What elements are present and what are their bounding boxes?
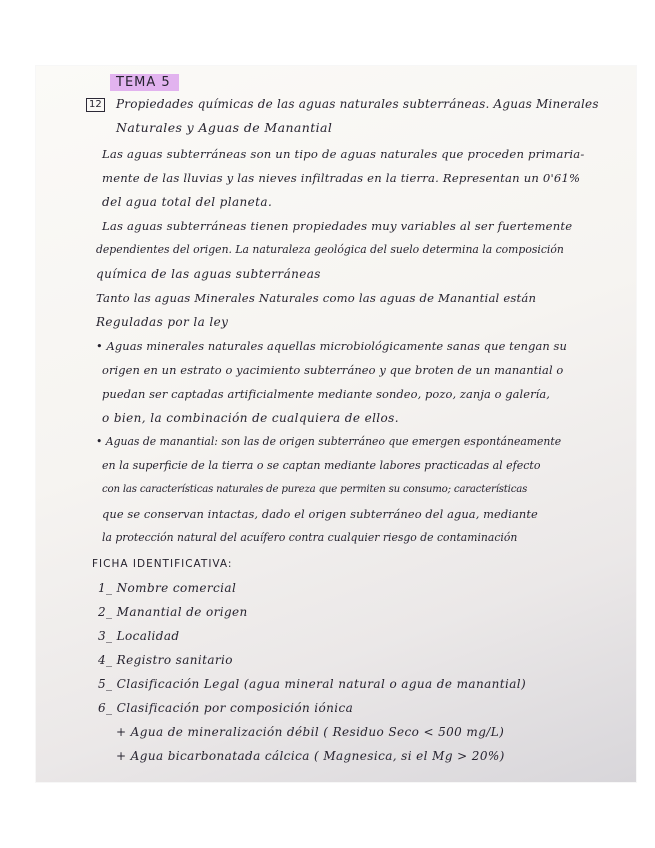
- body-line: Reguladas por la ley: [96, 315, 229, 329]
- ficha-title: FICHA IDENTIFICATIVA:: [92, 558, 233, 570]
- ficha-item: 1_ Nombre comercial: [98, 581, 237, 595]
- body-line: Las aguas subterráneas son un tipo de aguas naturales que proceden primaria-: [102, 147, 585, 161]
- ficha-item: 5_ Clasificación Legal (agua mineral natural o agua de manantial): [98, 677, 527, 691]
- bullet-line: • Aguas minerales naturales aquellas microbiológicamente sanas que tengan su: [96, 339, 567, 353]
- section-title-line-2: Naturales y Aguas de Manantial: [116, 120, 333, 135]
- body-line: dependientes del origen. La naturaleza geológica del suelo determina la composición: [96, 243, 564, 256]
- bullet-line: origen en un estrato o yacimiento subterráneo y que broten de un manantial o: [102, 363, 564, 377]
- body-line: del agua total del planeta.: [102, 195, 273, 209]
- bullet-line: con las características naturales de pureza que permiten su consumo; características: [102, 484, 528, 495]
- bullet-line: • Aguas de manantial: son las de origen subterráneo que emergen espontáneamente: [96, 435, 562, 448]
- ficha-item: 2_ Manantial de origen: [98, 605, 248, 619]
- section-number-box: 12: [86, 98, 105, 112]
- bullet-line: la protección natural del acuífero contra cualquier riesgo de contaminación: [102, 531, 518, 544]
- body-line: química de las aguas subterráneas: [96, 267, 321, 281]
- ficha-item: 3_ Localidad: [98, 629, 180, 643]
- ficha-subitem: + Agua de mineralización débil ( Residuo Seco < 500 mg/L): [116, 725, 505, 739]
- notebook-page: [36, 66, 636, 782]
- body-line: mente de las lluvias y las nieves infiltradas en la tierra. Representan un 0'61%: [102, 171, 581, 185]
- ficha-item: 6_ Clasificación por composición iónica: [98, 701, 354, 715]
- body-line: Tanto las aguas Minerales Naturales como las aguas de Manantial están: [96, 291, 537, 305]
- bullet-line: que se conservan intactas, dado el origen subterráneo del agua, mediante: [102, 507, 538, 521]
- tema-label: TEMA 5: [110, 74, 179, 91]
- bullet-line: o bien, la combinación de cualquiera de ellos.: [102, 411, 399, 425]
- section-title-line-1: Propiedades químicas de las aguas naturales subterráneas. Aguas Minerales: [116, 97, 599, 111]
- body-line: Las aguas subterráneas tienen propiedades muy variables al ser fuertemente: [102, 219, 573, 233]
- ficha-item: 4_ Registro sanitario: [98, 653, 233, 667]
- bullet-line: en la superficie de la tierra o se captan mediante labores practicadas al efecto: [102, 459, 541, 472]
- ficha-subitem: + Agua bicarbonatada cálcica ( Magnesica, si el Mg > 20%): [116, 749, 505, 763]
- bullet-line: puedan ser captadas artificialmente mediante sondeo, pozo, zanja o galería,: [102, 387, 551, 401]
